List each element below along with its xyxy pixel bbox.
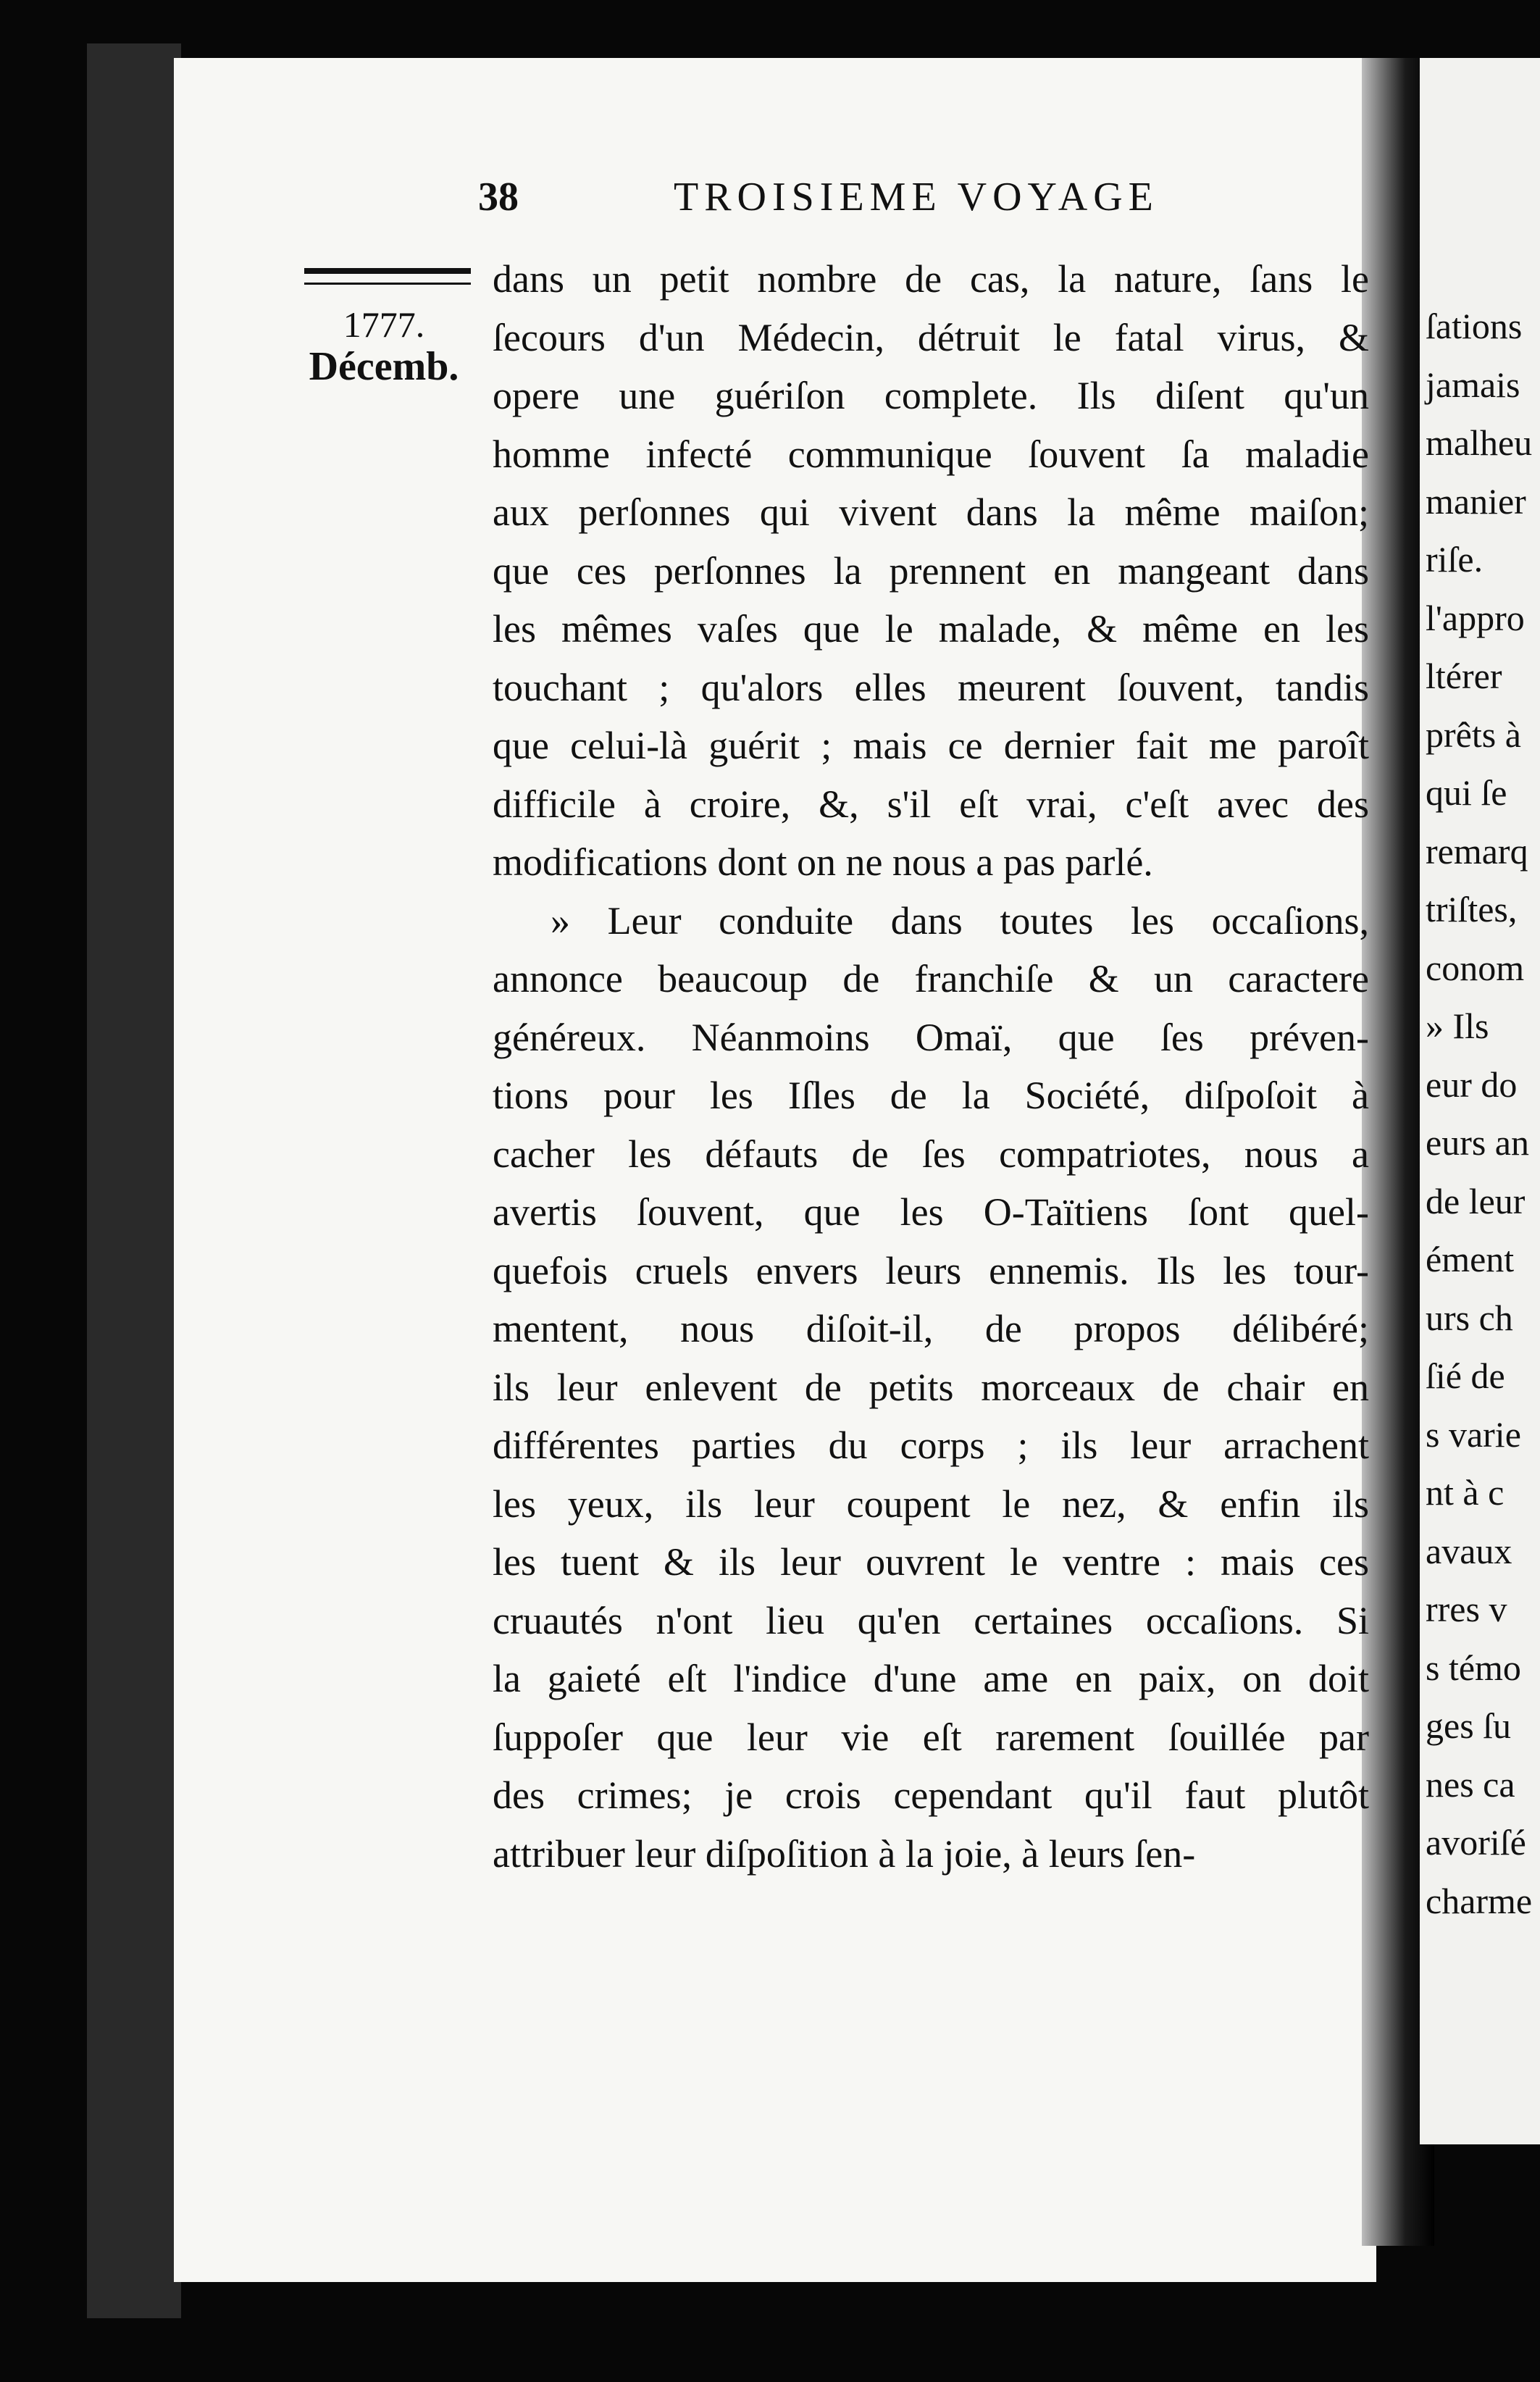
text-line: annonce beaucoup de franchiſe & un caractere xyxy=(493,957,1369,1000)
text-line: attribuer leur diſpoſition à la joie, à leurs ſen- xyxy=(493,1831,1196,1876)
text-line: cacher les défauts de ſes compatriotes, nous a xyxy=(493,1132,1369,1176)
right-page-line: jamais xyxy=(1426,364,1520,405)
right-page-line: conom xyxy=(1426,947,1525,988)
text-line: différentes parties du corps ; ils leur arrachent xyxy=(493,1424,1369,1467)
text-line: opere une guériſon complete. Ils diſent qu'un xyxy=(493,374,1369,417)
text-line: des crimes; je crois cependant qu'il faut plutôt xyxy=(493,1773,1369,1817)
book-binding-edge xyxy=(87,43,181,2318)
right-page-line: manier xyxy=(1426,480,1526,522)
running-title: TROISIEME VOYAGE xyxy=(674,175,1159,220)
text-line: les tuent & ils leur ouvrent le ventre : mais ces xyxy=(493,1540,1369,1584)
text-line: la gaieté eſt l'indice d'une ame en paix, on doit xyxy=(493,1657,1369,1700)
right-page-line: ſations xyxy=(1426,306,1523,346)
right-page-line: ltérer xyxy=(1426,656,1502,696)
right-page-line: malheu xyxy=(1426,422,1533,463)
right-page-line: ément xyxy=(1426,1239,1515,1279)
text-line: ſuppoſer que leur vie eſt rarement ſouillée par xyxy=(493,1715,1369,1759)
text-line: homme infecté communique ſouvent ſa maladie xyxy=(493,432,1369,476)
text-line: difficile à croire, &, s'il eſt vrai, c'eſt avec des xyxy=(493,782,1369,826)
text-line: généreux. Néanmoins Omaï, que ſes préven- xyxy=(493,1015,1369,1059)
right-page-partial xyxy=(1420,58,1540,2144)
running-header xyxy=(478,174,1362,232)
right-page-line: prêts à xyxy=(1426,714,1521,755)
margin-date-note xyxy=(297,304,471,388)
right-page-line: nt à c xyxy=(1426,1472,1505,1513)
text-line: modifications dont on ne nous a pas parlé. xyxy=(493,840,1153,884)
right-page-line: avoriſé xyxy=(1426,1822,1526,1863)
right-page-line: ſié de xyxy=(1426,1355,1505,1396)
text-line: » Leur conduite dans toutes les occaſions, xyxy=(551,898,1369,943)
right-page-line: qui ſe xyxy=(1426,772,1507,813)
text-line: aux perſonnes qui vivent dans la même maiſon; xyxy=(493,490,1369,534)
text-line: ils leur enlevent de petits morceaux de chair en xyxy=(493,1365,1369,1409)
text-line: mentent, nous diſoit-il, de propos délibéré; xyxy=(493,1307,1369,1350)
right-page-fragments xyxy=(1420,297,1532,1930)
right-page-line: s témo xyxy=(1426,1647,1521,1688)
text-line: que ces perſonnes la prennent en mangeant dans xyxy=(493,548,1369,593)
text-line: tions pour les Iſles de la Société, diſpoſoit à xyxy=(493,1074,1369,1117)
right-page-line: charme xyxy=(1426,1880,1533,1921)
right-page-line: urs ch xyxy=(1426,1297,1513,1338)
right-page-line: eur do xyxy=(1426,1063,1518,1105)
text-line: cruautés n'ont lieu qu'en certaines occaſions. Si xyxy=(493,1598,1369,1642)
right-page-line: ges ſu xyxy=(1426,1705,1512,1746)
margin-rule xyxy=(304,268,471,285)
right-page-line: avaux xyxy=(1426,1530,1512,1571)
text-line: avertis ſouvent, que les O-Taïtiens ſont quel- xyxy=(493,1190,1369,1234)
right-page-line: triſtes, xyxy=(1426,889,1518,929)
right-page-line: rres v xyxy=(1426,1589,1507,1629)
text-line: que celui-là guérit ; mais ce dernier fait me paroît xyxy=(493,724,1369,767)
margin-month: Décemb. xyxy=(309,344,459,389)
right-page-line: s varie xyxy=(1426,1413,1521,1455)
right-page-line: l'appro xyxy=(1426,597,1525,638)
text-line: les mêmes vaſes que le malade, & même en les xyxy=(493,607,1369,651)
margin-year: 1777. xyxy=(343,304,425,345)
text-line: les yeux, ils leur coupent le nez, & enfin ils xyxy=(493,1482,1369,1526)
right-page-line: nes ca xyxy=(1426,1763,1515,1805)
page-number: 38 xyxy=(478,175,519,220)
right-page-line: remarq xyxy=(1426,830,1528,872)
body-text xyxy=(493,250,1369,1883)
text-line: ſecours d'un Médecin, détruit le fatal virus, & xyxy=(493,315,1369,359)
text-line: touchant ; qu'alors elles meurent ſouvent, tandis xyxy=(493,665,1369,709)
right-page-line: eurs an xyxy=(1426,1122,1529,1163)
text-line: quefois cruels envers leurs ennemis. Ils les tour- xyxy=(493,1248,1369,1292)
right-page-line: » Ils xyxy=(1426,1006,1489,1046)
right-page-line: riſe. xyxy=(1426,539,1483,580)
text-line: dans un petit nombre de cas, la nature, ſans le xyxy=(493,257,1369,301)
right-page-line: de leur xyxy=(1426,1180,1526,1221)
